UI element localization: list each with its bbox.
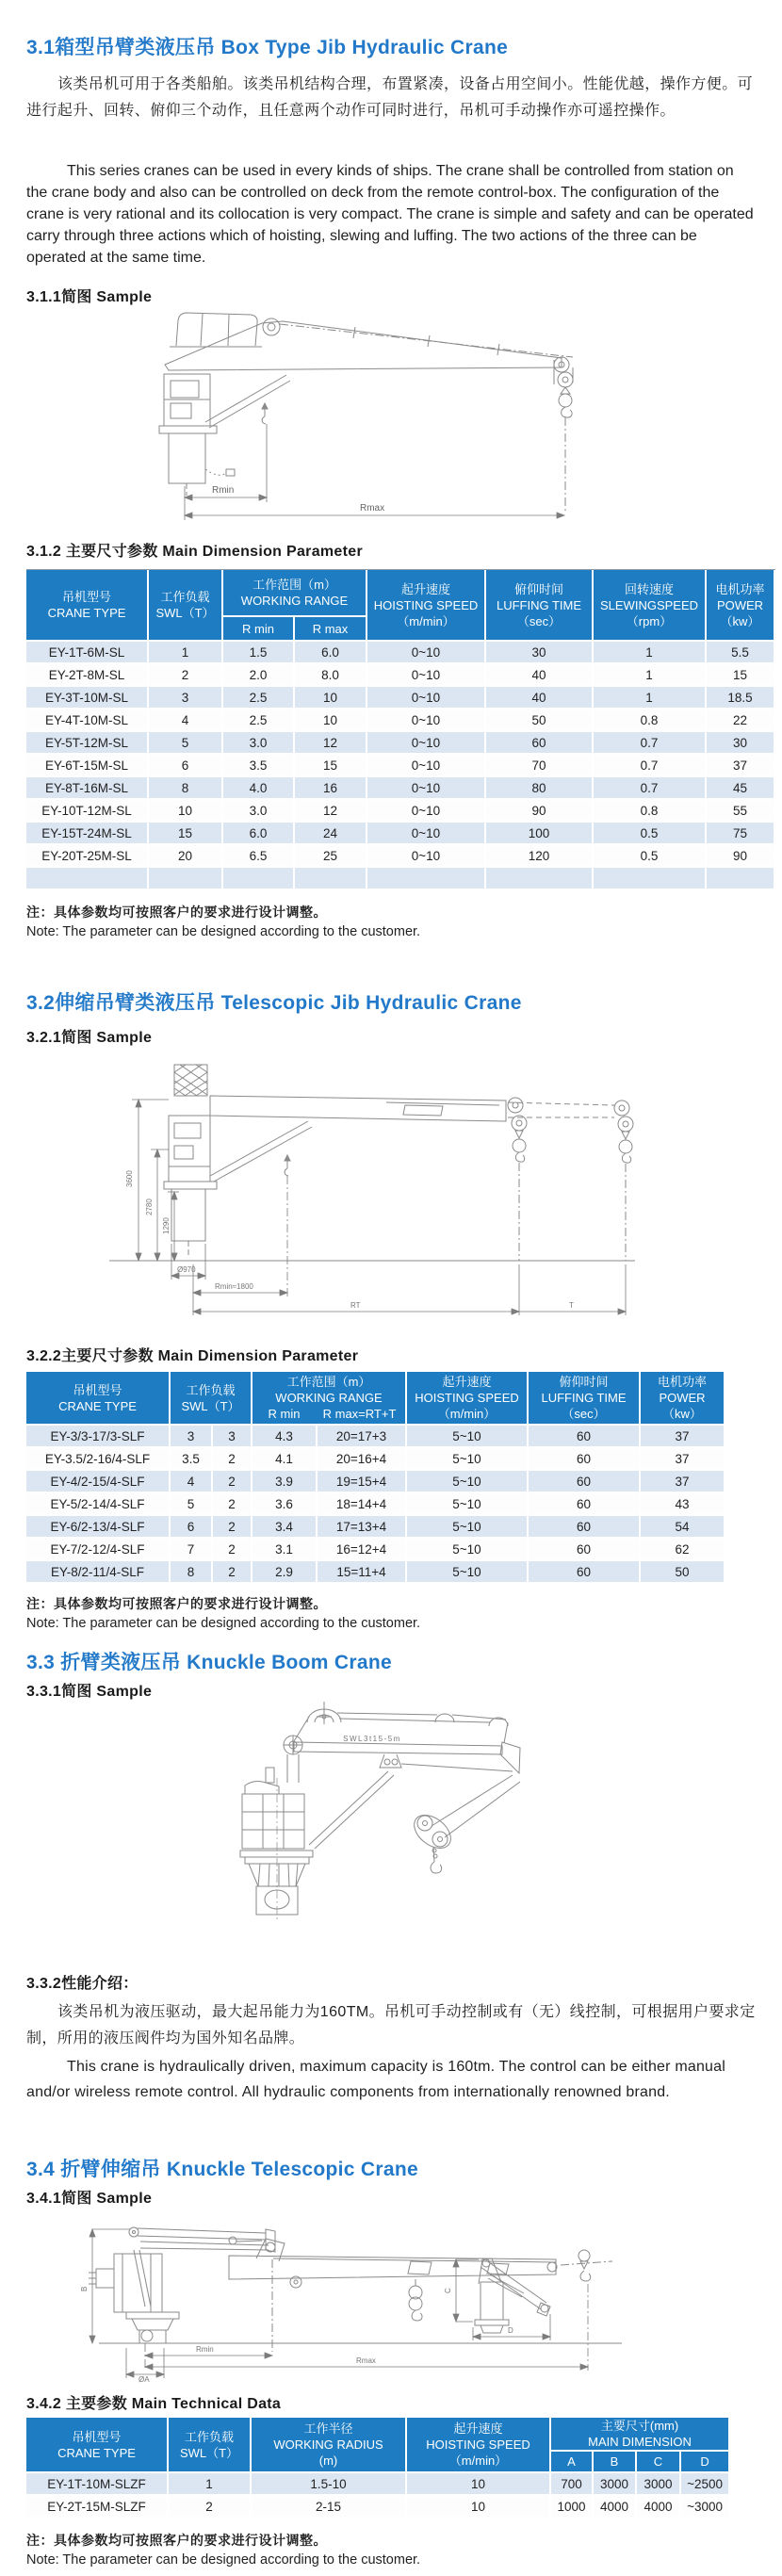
- table-cell: 5~10: [407, 1561, 529, 1584]
- col-luffing-time: 俯仰时间: [513, 581, 563, 596]
- note-1: [26, 903, 420, 939]
- table-cell: 1: [594, 642, 707, 664]
- table-row: [26, 642, 775, 664]
- table-cell: 2.9: [253, 1561, 318, 1584]
- rt-label: RT: [350, 1301, 361, 1310]
- col-working-range: 工作范围（m）: [253, 578, 336, 592]
- table-cell: 10: [407, 2473, 551, 2496]
- table-row: [26, 823, 775, 845]
- table-cell: 45: [707, 777, 775, 800]
- section-3-1-title: 3.1箱型吊臂类液压吊 Box Type Jib Hydraulic Crane: [26, 37, 509, 58]
- table-cell: EY-2T-15M-SLZF: [26, 2496, 169, 2519]
- note-3-cn: 注：具体参数均可按照客户的要求进行设计调整。: [26, 2533, 327, 2548]
- table-cell: [707, 868, 775, 890]
- table-cell: 3.9: [253, 1471, 318, 1493]
- table-cell: [26, 868, 149, 890]
- col-r-max: R max=RT+T: [322, 1407, 397, 1421]
- table-cell: 20=17+3: [318, 1426, 407, 1448]
- col-working-range: 工作范围（m）: [286, 1375, 371, 1389]
- table-cell: EY-1T-10M-SLZF: [26, 2473, 169, 2496]
- table-cell: 3.6: [253, 1493, 318, 1516]
- table-cell: [594, 868, 707, 890]
- table-cell: 0.8: [594, 800, 707, 823]
- table-cell: 90: [707, 845, 775, 868]
- table-cell: 2: [213, 1471, 253, 1493]
- table-cell: 60: [529, 1539, 641, 1561]
- col-hoisting-speed: 起升速度: [400, 581, 450, 596]
- section-3-1-paragraph-en: This series cranes can be used in every kinds of ships. The crane shall be controlled from station on the crane body and also can be controlled on deck from the remote control-box. The configuration of the crane is very rational and its collocation is very compact. The crane is simple and safety and can be operated carry through three actions which of hoisting, slewing and luffing. The two actions of the three can be operated at the same time.: [26, 163, 754, 266]
- table-cell: 10: [295, 687, 367, 709]
- table-cell: 60: [529, 1426, 641, 1448]
- table-cell: [367, 868, 486, 890]
- table-2-header: 吊机型号 CRANE TYPE 工作负载 SWL（T） 工作范围（m） WORKING RANGE R min R max=RT+T 起升速度 HOISTING SPEED （m/min） 俯仰时间 LUFFING TIME （sec） 电机功率 POWER （kw）: [26, 1372, 725, 1426]
- table-row: [26, 868, 775, 890]
- table-cell: 4: [149, 709, 223, 732]
- note-2-en: Note: The parameter can be designed according to the customer.: [26, 1616, 421, 1631]
- dimension-lines: [90, 2229, 588, 2378]
- table-2-body: [26, 1426, 725, 1584]
- table-cell: 60: [529, 1493, 641, 1516]
- table-cell: 6.5: [223, 845, 295, 868]
- table-cell: 10: [407, 2496, 551, 2519]
- rmin-label: Rmin: [196, 2345, 214, 2354]
- table-cell: 8: [149, 777, 223, 800]
- table-cell: 37: [641, 1471, 725, 1493]
- diameter-a-label: ØA: [138, 2375, 150, 2384]
- table-cell: 22: [707, 709, 775, 732]
- table-cell: ~2500: [681, 2473, 730, 2496]
- table-cell: 3000: [637, 2473, 681, 2496]
- table-cell: EY-8/2-11/4-SLF: [26, 1561, 171, 1584]
- note-3-en: Note: The parameter can be designed according to the customer.: [26, 2552, 421, 2568]
- heading-3-4-1-sample: 3.4.1简图 Sample: [26, 2191, 153, 2207]
- col-power: 电机功率: [657, 1375, 707, 1389]
- table-cell: 2: [213, 1516, 253, 1539]
- table-row: [26, 1539, 725, 1561]
- col-r-max: R max: [295, 617, 367, 642]
- table-row: [26, 777, 775, 800]
- table-cell: 0.5: [594, 823, 707, 845]
- section-3-3-paragraph-cn: 该类吊机为液压驱动，最大起吊能力为160TM。吊机可手动控制或有（无）线控制，可根据用户要求定制，所用的液压阀件均为国外知名品牌。: [26, 2004, 756, 2046]
- main-dimension-table-2: [26, 1372, 725, 1584]
- table-cell: 5: [171, 1493, 213, 1516]
- table-cell: EY-5T-12M-SL: [26, 732, 149, 755]
- col-luffing-time: 俯仰时间: [559, 1375, 609, 1389]
- table-cell: 4.0: [223, 777, 295, 800]
- table-cell: ~3000: [681, 2496, 730, 2519]
- table-row: [26, 1426, 725, 1448]
- table-cell: 19=15+4: [318, 1471, 407, 1493]
- table-cell: 15: [707, 664, 775, 687]
- crane-drawing-lines: [109, 1065, 635, 1261]
- table-cell: 3.4: [253, 1516, 318, 1539]
- table-cell: 0.7: [594, 777, 707, 800]
- table-row: [26, 664, 775, 687]
- table-cell: 0.7: [594, 755, 707, 777]
- table-cell: EY-10T-12M-SL: [26, 800, 149, 823]
- col-hoisting-speed: 起升速度: [453, 2421, 503, 2436]
- table-cell: 3: [149, 687, 223, 709]
- knuckle-telescopic-crane-diagram: [47, 2216, 763, 2384]
- heading-3-3-1-sample: 3.3.1简图 Sample: [26, 1684, 153, 1700]
- main-dimension-table-1: [26, 569, 775, 890]
- table-cell: 12: [295, 732, 367, 755]
- table-cell: 3000: [594, 2473, 637, 2496]
- table-cell: 4.1: [253, 1448, 318, 1471]
- table-cell: 5.5: [707, 642, 775, 664]
- col-swl: 工作负载: [160, 590, 210, 604]
- table-cell: 120: [486, 845, 594, 868]
- col-r-min: R min: [268, 1407, 301, 1421]
- table-cell: 18.5: [707, 687, 775, 709]
- table-cell: 37: [641, 1426, 725, 1448]
- t-label: T: [569, 1301, 574, 1310]
- table-cell: 0~10: [367, 755, 486, 777]
- table-cell: 0~10: [367, 687, 486, 709]
- table-cell: 2: [169, 2496, 252, 2519]
- table-cell: 3.5: [171, 1448, 213, 1471]
- col-crane-type: 吊机型号: [73, 1382, 122, 1397]
- table-cell: 3: [213, 1426, 253, 1448]
- col-crane-type: 吊机型号: [72, 2429, 122, 2444]
- table-row: [26, 687, 775, 709]
- table-cell: 60: [529, 1448, 641, 1471]
- note-2: [26, 1594, 420, 1631]
- note-3: [26, 2531, 420, 2568]
- table-row: [26, 1561, 725, 1584]
- col-main-dimension: 主要尺寸(mm): [600, 2419, 679, 2433]
- table-cell: 15: [149, 823, 223, 845]
- table-cell: EY-15T-24M-SL: [26, 823, 149, 845]
- table-cell: 30: [486, 642, 594, 664]
- table-cell: 50: [486, 709, 594, 732]
- table-row: [26, 845, 775, 868]
- table-cell: 1: [594, 664, 707, 687]
- table-row: [26, 1471, 725, 1493]
- table-cell: 4000: [637, 2496, 681, 2519]
- table-cell: 0~10: [367, 845, 486, 868]
- table-cell: 60: [529, 1561, 641, 1584]
- table-cell: 3.1: [253, 1539, 318, 1561]
- table-cell: 1: [594, 687, 707, 709]
- table-cell: 2.0: [223, 664, 295, 687]
- table-row: [26, 1493, 725, 1516]
- rmax-label: Rmax: [356, 2356, 376, 2365]
- col-working-radius: 工作半径: [303, 2421, 353, 2436]
- table-cell: 2: [213, 1493, 253, 1516]
- table-3-header: 吊机型号 CRANE TYPE 工作负载 SWL（T） 工作半径 WORKING RADIUS (m) 起升速度 HOISTING SPEED （m/min） 主要尺寸(mm) MAIN DIMENSION A B C D: [26, 2418, 730, 2473]
- table-cell: 5~10: [407, 1426, 529, 1448]
- table-cell: 16: [295, 777, 367, 800]
- table-cell: 50: [641, 1561, 725, 1584]
- table-cell: 10: [295, 709, 367, 732]
- table-cell: 60: [486, 732, 594, 755]
- section-3-2-title: 3.2伸缩吊臂类液压吊 Telescopic Jib Hydraulic Crane: [26, 992, 522, 1014]
- table-cell: 8: [171, 1561, 213, 1584]
- knuckle-boom-crane-diagram: [57, 1688, 773, 1924]
- table-row: [26, 2496, 730, 2519]
- telescopic-jib-crane-diagram: [57, 1055, 773, 1338]
- table-cell: 4: [171, 1471, 213, 1493]
- table-cell: [486, 868, 594, 890]
- table-cell: 20=16+4: [318, 1448, 407, 1471]
- table-cell: 2: [213, 1539, 253, 1561]
- table-cell: 12: [295, 800, 367, 823]
- table-1-header: 吊机型号 CRANE TYPE 工作负载 SWL（T） 工作范围（m） WORKING RANGE 起升速度 HOISTING SPEED （m/min） 俯仰时间 LUFFING TIME （sec） 回转速度 SLEWINGSPEED （rpm） 电机功率 POWER （kw） R min R max: [26, 570, 775, 642]
- table-cell: 0~10: [367, 777, 486, 800]
- table-cell: 8.0: [295, 664, 367, 687]
- section-3-1-paragraph-cn: 该类吊机可用于各类船舶。该类吊机结构合理，布置紧凑，设备占用空间小。性能优越，操作方便。可进行起升、回转、俯仰三个动作，且任意两个动作可同时进行，吊机可手动操作亦可遥控操作。: [26, 76, 754, 119]
- heading-3-4-2-technical-data: 3.4.2 主要参数 Main Technical Data: [26, 2396, 282, 2412]
- dim-d-label: D: [508, 2326, 513, 2335]
- table-cell: 6: [171, 1516, 213, 1539]
- table-row: [26, 2473, 730, 2496]
- table-cell: 2.5: [223, 687, 295, 709]
- table-cell: 0~10: [367, 732, 486, 755]
- table-cell: 5~10: [407, 1516, 529, 1539]
- table-cell: 18=14+4: [318, 1493, 407, 1516]
- table-cell: EY-3.5/2-16/4-SLF: [26, 1448, 171, 1471]
- note-1-cn: 注：具体参数均可按照客户的要求进行设计调整。: [26, 905, 327, 920]
- table-row: [26, 755, 775, 777]
- table-cell: 0.5: [594, 845, 707, 868]
- table-cell: 20: [149, 845, 223, 868]
- col-dim-d: D: [681, 2452, 730, 2473]
- table-cell: 0~10: [367, 800, 486, 823]
- table-cell: 2: [213, 1561, 253, 1584]
- col-crane-type: 吊机型号: [61, 590, 111, 604]
- table-cell: [295, 868, 367, 890]
- dim-c-label: C: [444, 2288, 452, 2293]
- col-hoisting-speed: 起升速度: [442, 1375, 492, 1389]
- table-cell: 62: [641, 1539, 725, 1561]
- table-cell: 17=13+4: [318, 1516, 407, 1539]
- table-cell: 0~10: [367, 642, 486, 664]
- table-cell: 1.5: [223, 642, 295, 664]
- table-cell: 3: [171, 1426, 213, 1448]
- section-3-4-title: 3.4 折臂伸缩吊 Knuckle Telescopic Crane: [26, 2159, 418, 2180]
- heading-3-1-2-parameter: 3.1.2 主要尺寸参数 Main Dimension Parameter: [26, 544, 363, 560]
- table-cell: 0~10: [367, 664, 486, 687]
- table-cell: EY-2T-8M-SL: [26, 664, 149, 687]
- table-cell: EY-3T-10M-SL: [26, 687, 149, 709]
- table-cell: 5~10: [407, 1493, 529, 1516]
- col-swl: 工作负载: [184, 2429, 234, 2444]
- crane-drawing-lines: [89, 2227, 622, 2352]
- table-row: [26, 1516, 725, 1539]
- table-cell: 75: [707, 823, 775, 845]
- table-cell: 40: [486, 687, 594, 709]
- table-cell: EY-20T-25M-SL: [26, 845, 149, 868]
- table-cell: 90: [486, 800, 594, 823]
- table-row: [26, 732, 775, 755]
- height-1290-label: 1290: [162, 1217, 171, 1234]
- rmin-1800-label: Rmin≈1800: [215, 1282, 253, 1291]
- heading-3-2-1-sample: 3.2.1简图 Sample: [26, 1030, 153, 1046]
- table-cell: 5~10: [407, 1448, 529, 1471]
- table-cell: 60: [529, 1471, 641, 1493]
- table-cell: 16=12+4: [318, 1539, 407, 1561]
- table-cell: 2-15: [252, 2496, 407, 2519]
- table-cell: 5: [149, 732, 223, 755]
- col-power: 电机功率: [715, 581, 765, 596]
- rmin-label: Rmin: [212, 485, 235, 496]
- dimension-lines: [132, 1100, 626, 1315]
- table-cell: EY-4/2-15/4-SLF: [26, 1471, 171, 1493]
- table-cell: 5~10: [407, 1471, 529, 1493]
- table-cell: 54: [641, 1516, 725, 1539]
- table-cell: 5~10: [407, 1539, 529, 1561]
- rmax-label: Rmax: [360, 503, 385, 514]
- height-3600-label: 3600: [125, 1170, 134, 1187]
- table-cell: 1000: [551, 2496, 594, 2519]
- col-dim-a: A: [551, 2452, 594, 2473]
- table-cell: 2: [213, 1448, 253, 1471]
- col-r-min: R min: [223, 617, 295, 642]
- table-cell: 4.3: [253, 1426, 318, 1448]
- table-cell: 0~10: [367, 823, 486, 845]
- table-cell: [149, 868, 223, 890]
- table-cell: 7: [171, 1539, 213, 1561]
- table-cell: EY-4T-10M-SL: [26, 709, 149, 732]
- table-cell: 1: [149, 642, 223, 664]
- heading-3-2-2-parameter: 3.2.2主要尺寸参数 Main Dimension Parameter: [26, 1348, 359, 1364]
- table-cell: 3.0: [223, 732, 295, 755]
- table-cell: 37: [707, 755, 775, 777]
- note-1-en: Note: The parameter can be designed according to the customer.: [26, 924, 421, 939]
- box-jib-crane-diagram: [57, 311, 773, 546]
- table-cell: 60: [529, 1516, 641, 1539]
- table-cell: 15: [295, 755, 367, 777]
- table-cell: 0.8: [594, 709, 707, 732]
- table-row: [26, 709, 775, 732]
- table-row: [26, 800, 775, 823]
- table-cell: 6: [149, 755, 223, 777]
- table-cell: 100: [486, 823, 594, 845]
- table-cell: 700: [551, 2473, 594, 2496]
- table-cell: 25: [295, 845, 367, 868]
- section-3-3-paragraph-en: This crane is hydraulically driven, maximum capacity is 160tm. The control can be either manual and/or wireless remote control. All hydraulic components from internationally renowned brand.: [26, 2059, 725, 2100]
- table-cell: EY-3/3-17/3-SLF: [26, 1426, 171, 1448]
- table-cell: 2: [149, 664, 223, 687]
- table-cell: EY-1T-6M-SL: [26, 642, 149, 664]
- table-cell: 70: [486, 755, 594, 777]
- table-cell: 30: [707, 732, 775, 755]
- table-cell: 40: [486, 664, 594, 687]
- table-cell: 55: [707, 800, 775, 823]
- swl-boom-label: SWL3t15-5m: [343, 1735, 401, 1743]
- diameter-970-label: Ø970: [177, 1265, 196, 1274]
- heading-3-3-2-performance: 3.3.2性能介绍：: [26, 1976, 138, 1992]
- table-cell: 1: [169, 2473, 252, 2496]
- section-3-3-title: 3.3 折臂类液压吊 Knuckle Boom Crane: [26, 1652, 392, 1673]
- crane-drawing-lines: [159, 313, 573, 511]
- heading-3-1-1-sample: 3.1.1简图 Sample: [26, 289, 153, 305]
- table-1-body: [26, 642, 775, 890]
- table-cell: 15=11+4: [318, 1561, 407, 1584]
- table-cell: 24: [295, 823, 367, 845]
- table-3-body: [26, 2473, 730, 2519]
- table-cell: 1.5-10: [252, 2473, 407, 2496]
- table-cell: 37: [641, 1448, 725, 1471]
- table-cell: EY-8T-16M-SL: [26, 777, 149, 800]
- table-cell: 0~10: [367, 709, 486, 732]
- col-slewing-speed: 回转速度: [624, 581, 674, 596]
- table-cell: 80: [486, 777, 594, 800]
- col-dim-c: C: [637, 2452, 681, 2473]
- table-cell: EY-5/2-14/4-SLF: [26, 1493, 171, 1516]
- col-dim-b: B: [594, 2452, 637, 2473]
- table-cell: EY-6T-15M-SL: [26, 755, 149, 777]
- col-swl: 工作负载: [186, 1382, 236, 1397]
- height-2780-label: 2780: [145, 1198, 154, 1215]
- table-cell: [223, 868, 295, 890]
- table-cell: 6.0: [223, 823, 295, 845]
- table-cell: 2.5: [223, 709, 295, 732]
- table-cell: EY-6/2-13/4-SLF: [26, 1516, 171, 1539]
- dim-b-label: B: [80, 2286, 89, 2291]
- table-cell: 10: [149, 800, 223, 823]
- note-2-cn: 注：具体参数均可按照客户的要求进行设计调整。: [26, 1596, 327, 1611]
- table-row: [26, 1448, 725, 1471]
- table-cell: 3.0: [223, 800, 295, 823]
- main-technical-data-table: [26, 2418, 730, 2519]
- table-cell: 43: [641, 1493, 725, 1516]
- table-cell: 0.7: [594, 732, 707, 755]
- table-cell: 4000: [594, 2496, 637, 2519]
- table-cell: 6.0: [295, 642, 367, 664]
- table-cell: 3.5: [223, 755, 295, 777]
- table-cell: EY-7/2-12/4-SLF: [26, 1539, 171, 1561]
